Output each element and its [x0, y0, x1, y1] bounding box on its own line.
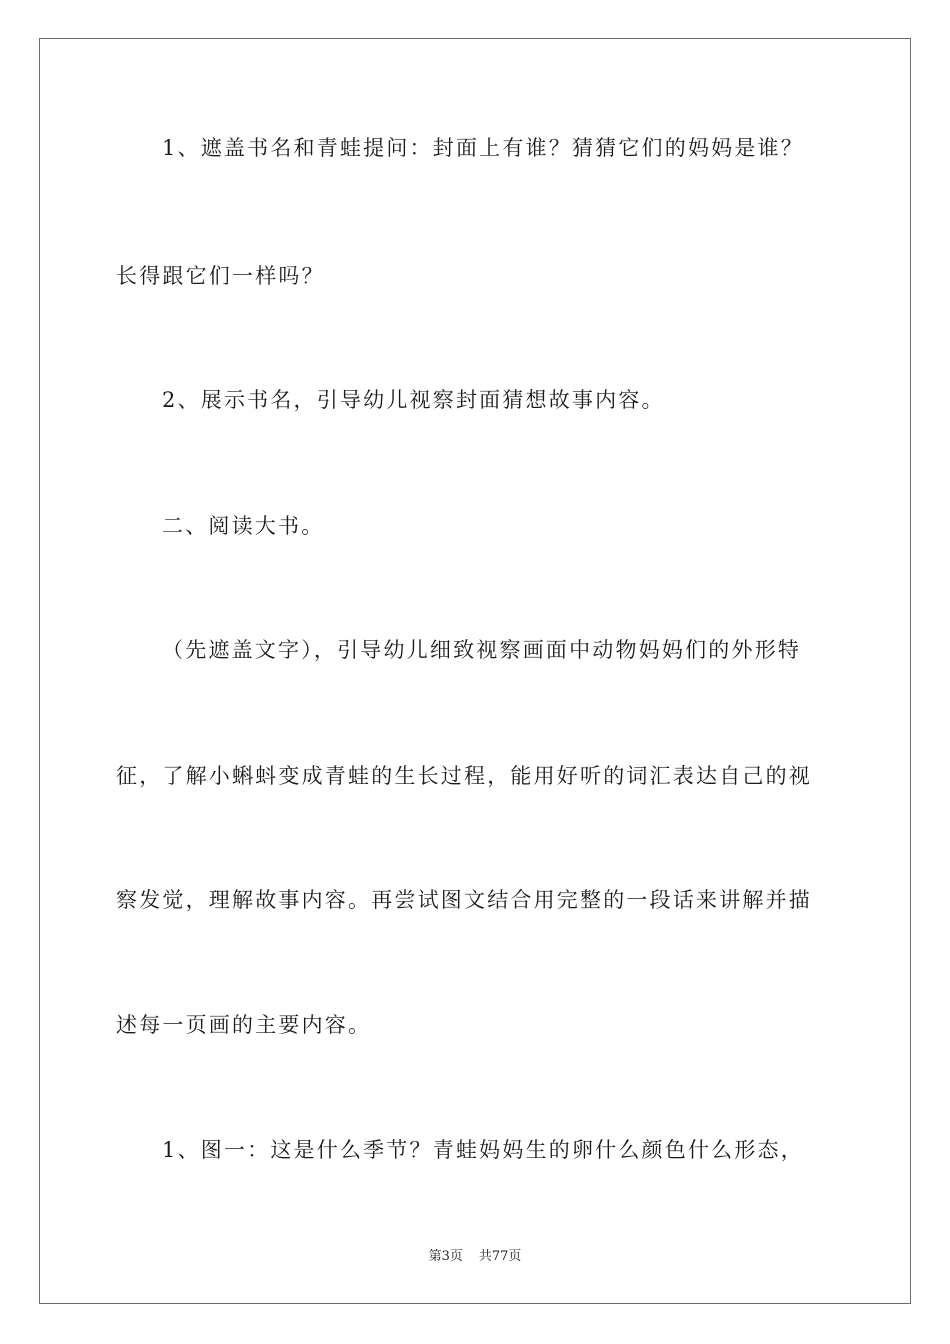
page-total: 共77页 — [478, 1249, 522, 1264]
paragraph-line: 述每一页画的主要内容。 — [116, 1013, 372, 1037]
paragraph-line: 1、图一：这是什么季节？青蛙妈妈生的卵什么颜色什么形态， — [162, 1138, 804, 1162]
paragraph-line: 察发觉，理解故事内容。再尝试图文结合用完整的一段话来讲解并描 — [116, 888, 812, 912]
page-number: 第3页 — [428, 1249, 463, 1264]
section-heading: 二、阅读大书。 — [162, 514, 325, 538]
paragraph-line: 1、遮盖书名和青蛙提问：封面上有谁？猜猜它们的妈妈是谁？ — [162, 136, 804, 160]
paragraph-line: （先遮盖文字），引导幼儿细致视察画面中动物妈妈们的外形特 — [162, 638, 802, 662]
paragraph-line: 长得跟它们一样吗？ — [116, 264, 325, 288]
page-footer — [0, 1248, 950, 1266]
page-border — [39, 38, 911, 1304]
paragraph-line: 2、展示书名，引导幼儿视察封面猜想故事内容。 — [162, 388, 665, 412]
paragraph-line: 征，了解小蝌蚪变成青蛙的生长过程，能用好听的词汇表达自己的视 — [116, 764, 812, 788]
